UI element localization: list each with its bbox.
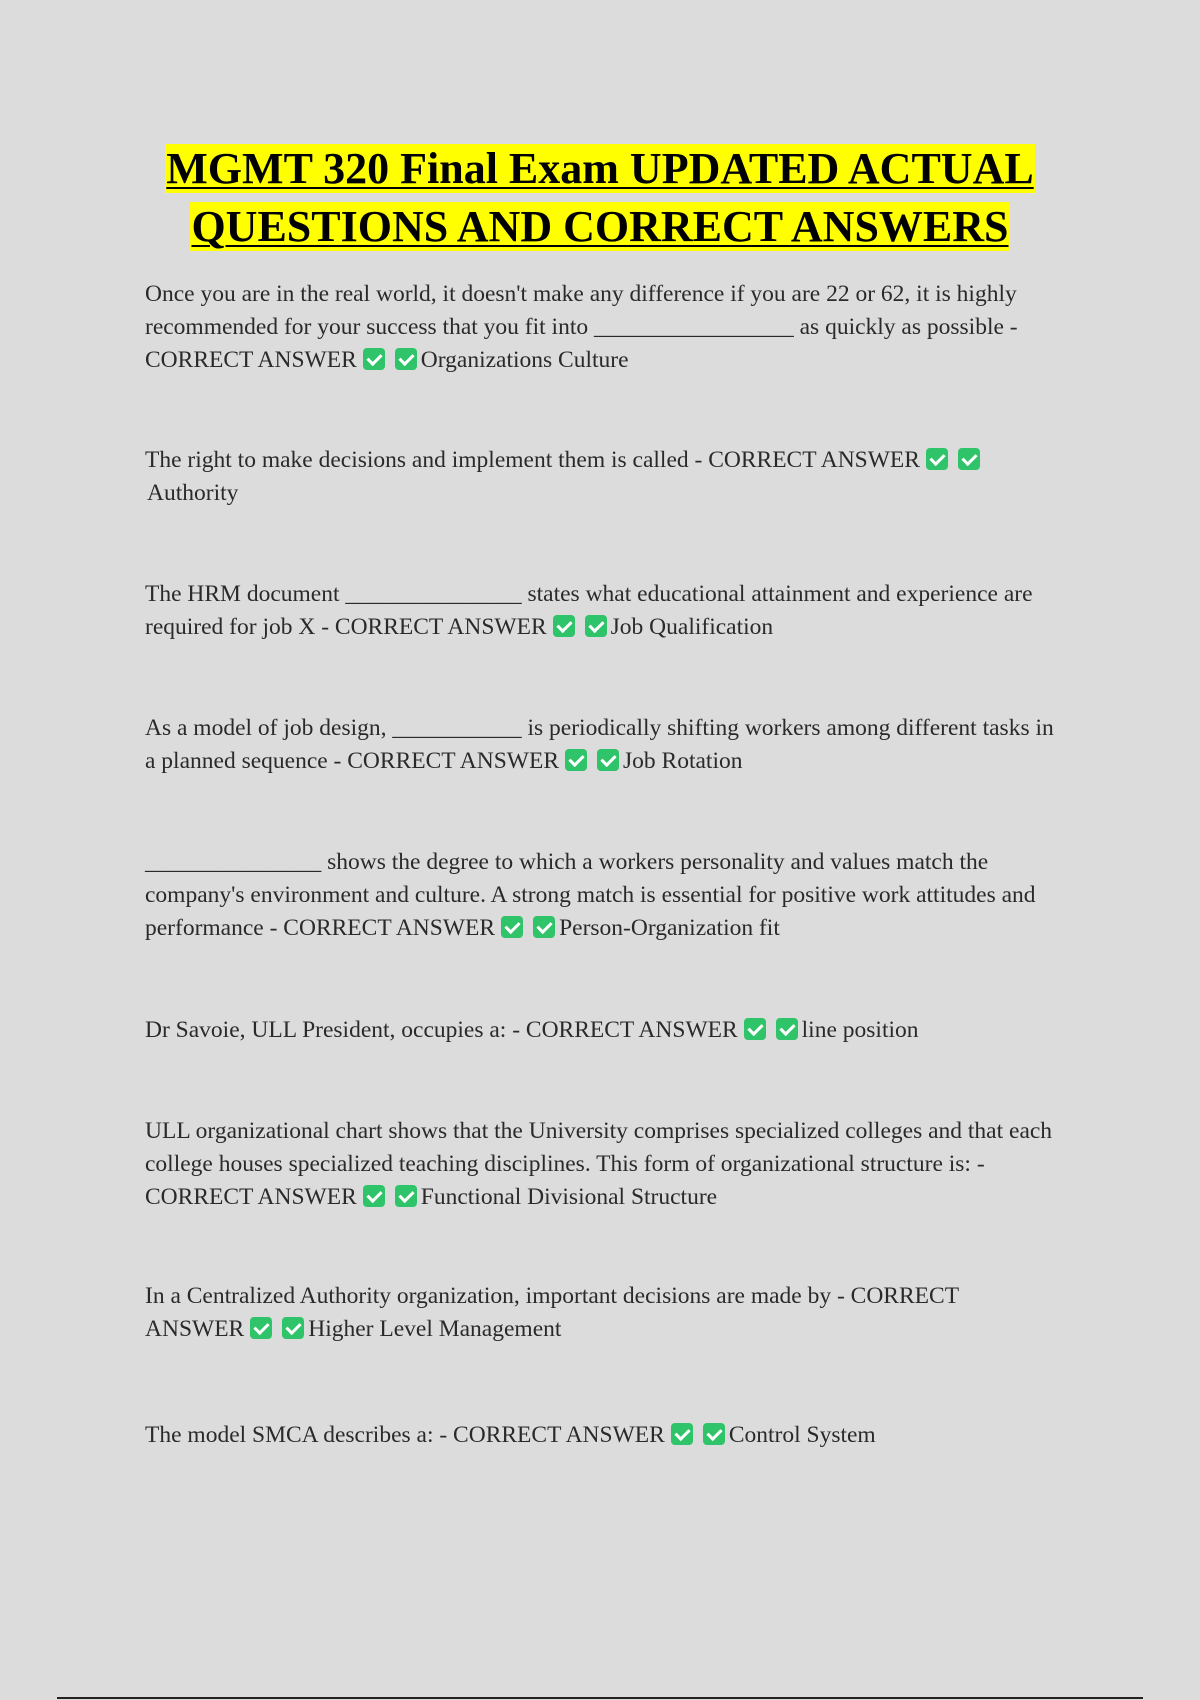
question-text: _______________ shows the degree to which a workers personality and values match the company's environment and culture. A strong match is essential for positive work attitudes and performance - CORRECT ANSWER [145,849,1036,941]
check-icon [533,916,555,938]
question-text: The model SMCA describes a: - CORRECT ANSWER [145,1422,665,1448]
check-icon [776,1018,798,1040]
qa-item [145,846,1060,945]
answer-text: Control System [728,1422,876,1448]
check-icon [597,749,619,771]
title-line-1: MGMT 320 Final Exam UPDATED ACTUAL [166,144,1034,193]
check-icon [553,615,575,637]
qa-item [145,278,1060,377]
check-icon [501,916,523,938]
check-icon [282,1317,304,1339]
qa-item [145,712,1060,778]
qa-item [145,1419,1060,1452]
question-text: As a model of job design, ___________ is periodically shifting workers among different tasks in a planned sequence - CORRECT ANSWER [145,715,1054,774]
answer-text: Organizations Culture [420,347,629,373]
question-text: The right to make decisions and implement them is called - CORRECT ANSWER [145,447,920,473]
check-icon [395,1185,417,1207]
page-bottom-rule [57,1697,1143,1699]
qa-item [145,1280,1060,1346]
answer-text: line position [801,1017,919,1043]
answer-text: Functional Divisional Structure [420,1184,718,1210]
answer-text: Authority [147,480,239,506]
qa-item [145,1115,1060,1214]
document-title [0,140,1200,256]
title-line-2: QUESTIONS AND CORRECT ANSWERS [191,202,1009,251]
check-icon [363,1185,385,1207]
check-icon [671,1423,693,1445]
qa-item [145,1014,1060,1047]
question-text: In a Centralized Authority organization, important decisions are made by - CORRECT ANSWER [145,1283,959,1342]
question-text: Once you are in the real world, it doesn't make any difference if you are 22 or 62, it is highly recommended for your success that you fit into _________________ as quickly as possible - CORRECT ANSWER [145,281,1018,373]
question-text: The HRM document _______________ states what educational attainment and experience are required for job X - CORRECT ANSWER [145,581,1033,640]
answer-text: Job Qualification [610,614,774,640]
question-text: Dr Savoie, ULL President, occupies a: - CORRECT ANSWER [145,1017,738,1043]
answer-text: Job Rotation [623,748,743,774]
check-icon [395,348,417,370]
check-icon [703,1423,725,1445]
check-icon [744,1018,766,1040]
check-icon [585,615,607,637]
question-text: ULL organizational chart shows that the University comprises specialized colleges and that each college houses specialized teaching disciplines. This form of organizational structure is: - CORRECT ANSWER [145,1118,1053,1210]
check-icon [565,749,587,771]
answer-text: Higher Level Management [308,1316,562,1342]
qa-item [145,444,1060,510]
check-icon [250,1317,272,1339]
answer-text: Person-Organization fit [559,915,780,941]
check-icon [363,348,385,370]
check-icon [926,448,948,470]
check-icon [958,448,980,470]
qa-item [145,578,1060,644]
